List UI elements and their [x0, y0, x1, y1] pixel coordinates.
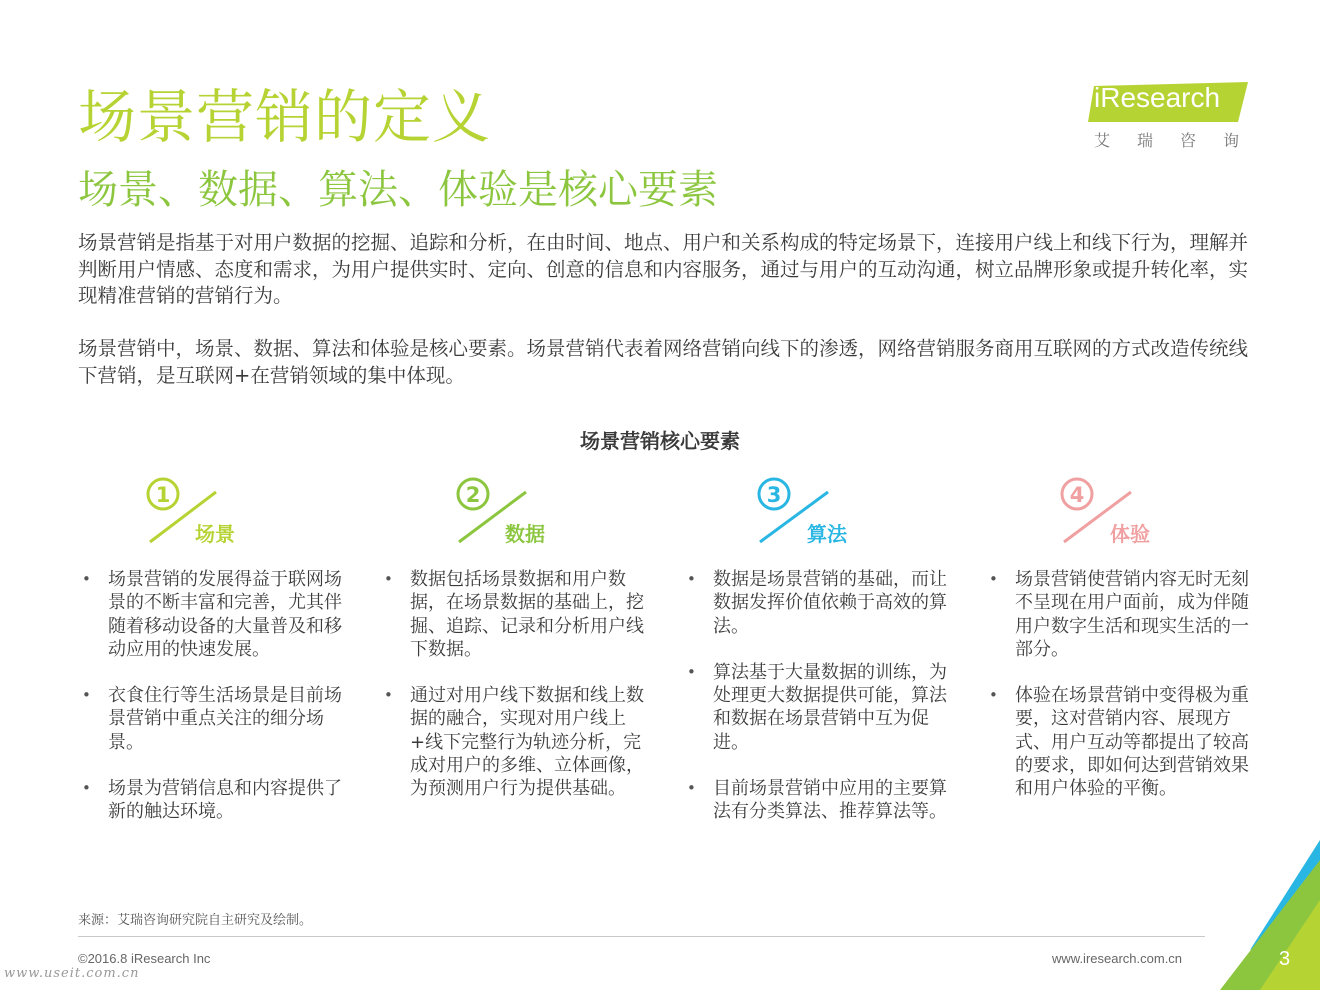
- list-item: • 算法基于大量数据的训练，为处理更大数据提供可能，算法和数据在场景营销中互为促进。: [713, 661, 955, 754]
- page-title: 场景营销的定义: [78, 83, 492, 151]
- number-badge-4: [987, 474, 1187, 554]
- footer-divider: [78, 936, 1205, 937]
- bullet-list-experience: [987, 568, 1257, 824]
- badge-number-4: 4: [1069, 483, 1085, 507]
- badge-number-1: 1: [155, 483, 171, 507]
- source-note: 来源：艾瑞咨询研究院自主研究及绘制。: [78, 913, 313, 928]
- website-link[interactable]: www.iresearch.com.cn: [1052, 951, 1183, 966]
- page-subtitle: 场景、数据、算法、体验是核心要素: [78, 167, 718, 213]
- badge-number-2: 2: [465, 483, 481, 507]
- list-item: • 数据包括场景数据和用户数据，在场景数据的基础上，挖掘、追踪、记录和分析用户线下数据。: [410, 568, 652, 661]
- corner-decoration: [1220, 840, 1320, 990]
- logo-wordmark: iResearch: [1094, 82, 1221, 113]
- list-item: • 体验在场景营销中变得极为重要，这对营销内容、展现方式、用户互动等都提出了较高的要求，即如何达到营销效果和用户体验的平衡。: [1015, 684, 1257, 800]
- list-item: • 衣食住行等生活场景是目前场景营销中重点关注的细分场景。: [108, 684, 350, 754]
- column-heading-algorithm: 算法: [807, 522, 847, 546]
- column-heading-scene: 场景: [195, 522, 235, 546]
- column-heading-experience: 体验: [1110, 522, 1150, 546]
- bullet-list-data: [382, 568, 652, 824]
- iresearch-logo: [1088, 70, 1267, 150]
- watermark-text: www.useit.com.cn: [4, 966, 140, 981]
- intro-paragraph-1: 场景营销是指基于对用户数据的挖掘、追踪和分析，在由时间、地点、用户和关系构成的特定场景下，连接用户线上和线下行为，理解并判断用户情感、态度和需求，为用户提供实时、定向、创意的信息和内容服务，通过与用户的互动沟通，树立品牌形象或提升转化率，实现精准营销的营销行为。: [78, 231, 1249, 307]
- copyright: ©2016.8 iResearch Inc: [78, 951, 211, 966]
- list-item: • 场景营销的发展得益于联网场景的不断丰富和完善，尤其伴随着移动设备的大量普及和移动应用的快速发展。: [108, 568, 350, 661]
- page-number: 3: [1279, 948, 1291, 970]
- intro-paragraph-2: 场景营销中，场景、数据、算法和体验是核心要素。场景营销代表着网络营销向线下的渗透，网络营销服务商用互联网的方式改造传统线下营销，是互联网+在营销领域的集中体现。: [78, 337, 1249, 387]
- number-badge-3: [685, 474, 885, 554]
- number-badge-1: [80, 474, 280, 554]
- bullet-list-scene: [80, 568, 350, 847]
- list-item: • 场景营销使营销内容无时无刻不呈现在用户面前，成为伴随用户数字生活和现实生活的一部分。: [1015, 568, 1257, 661]
- list-item: • 数据是场景营销的基础，而让数据发挥价值依赖于高效的算法。: [713, 568, 955, 638]
- diagram-title: 场景营销核心要素: [580, 429, 740, 453]
- column-heading-data: 数据: [505, 522, 545, 546]
- logo-chinese-name: 艾瑞咨询: [1094, 131, 1267, 150]
- list-item: • 通过对用户线下数据和线上数据的融合，实现对用户线上+线下完整行为轨迹分析，完成对用户的多维、立体画像，为预测用户行为提供基础。: [410, 684, 652, 800]
- badge-number-3: 3: [766, 483, 782, 507]
- list-item: • 目前场景营销中应用的主要算法有分类算法、推荐算法等。: [713, 777, 955, 824]
- list-item: • 场景为营销信息和内容提供了新的触达环境。: [108, 777, 350, 824]
- bullet-list-algorithm: [685, 568, 955, 847]
- number-badge-2: [382, 474, 582, 554]
